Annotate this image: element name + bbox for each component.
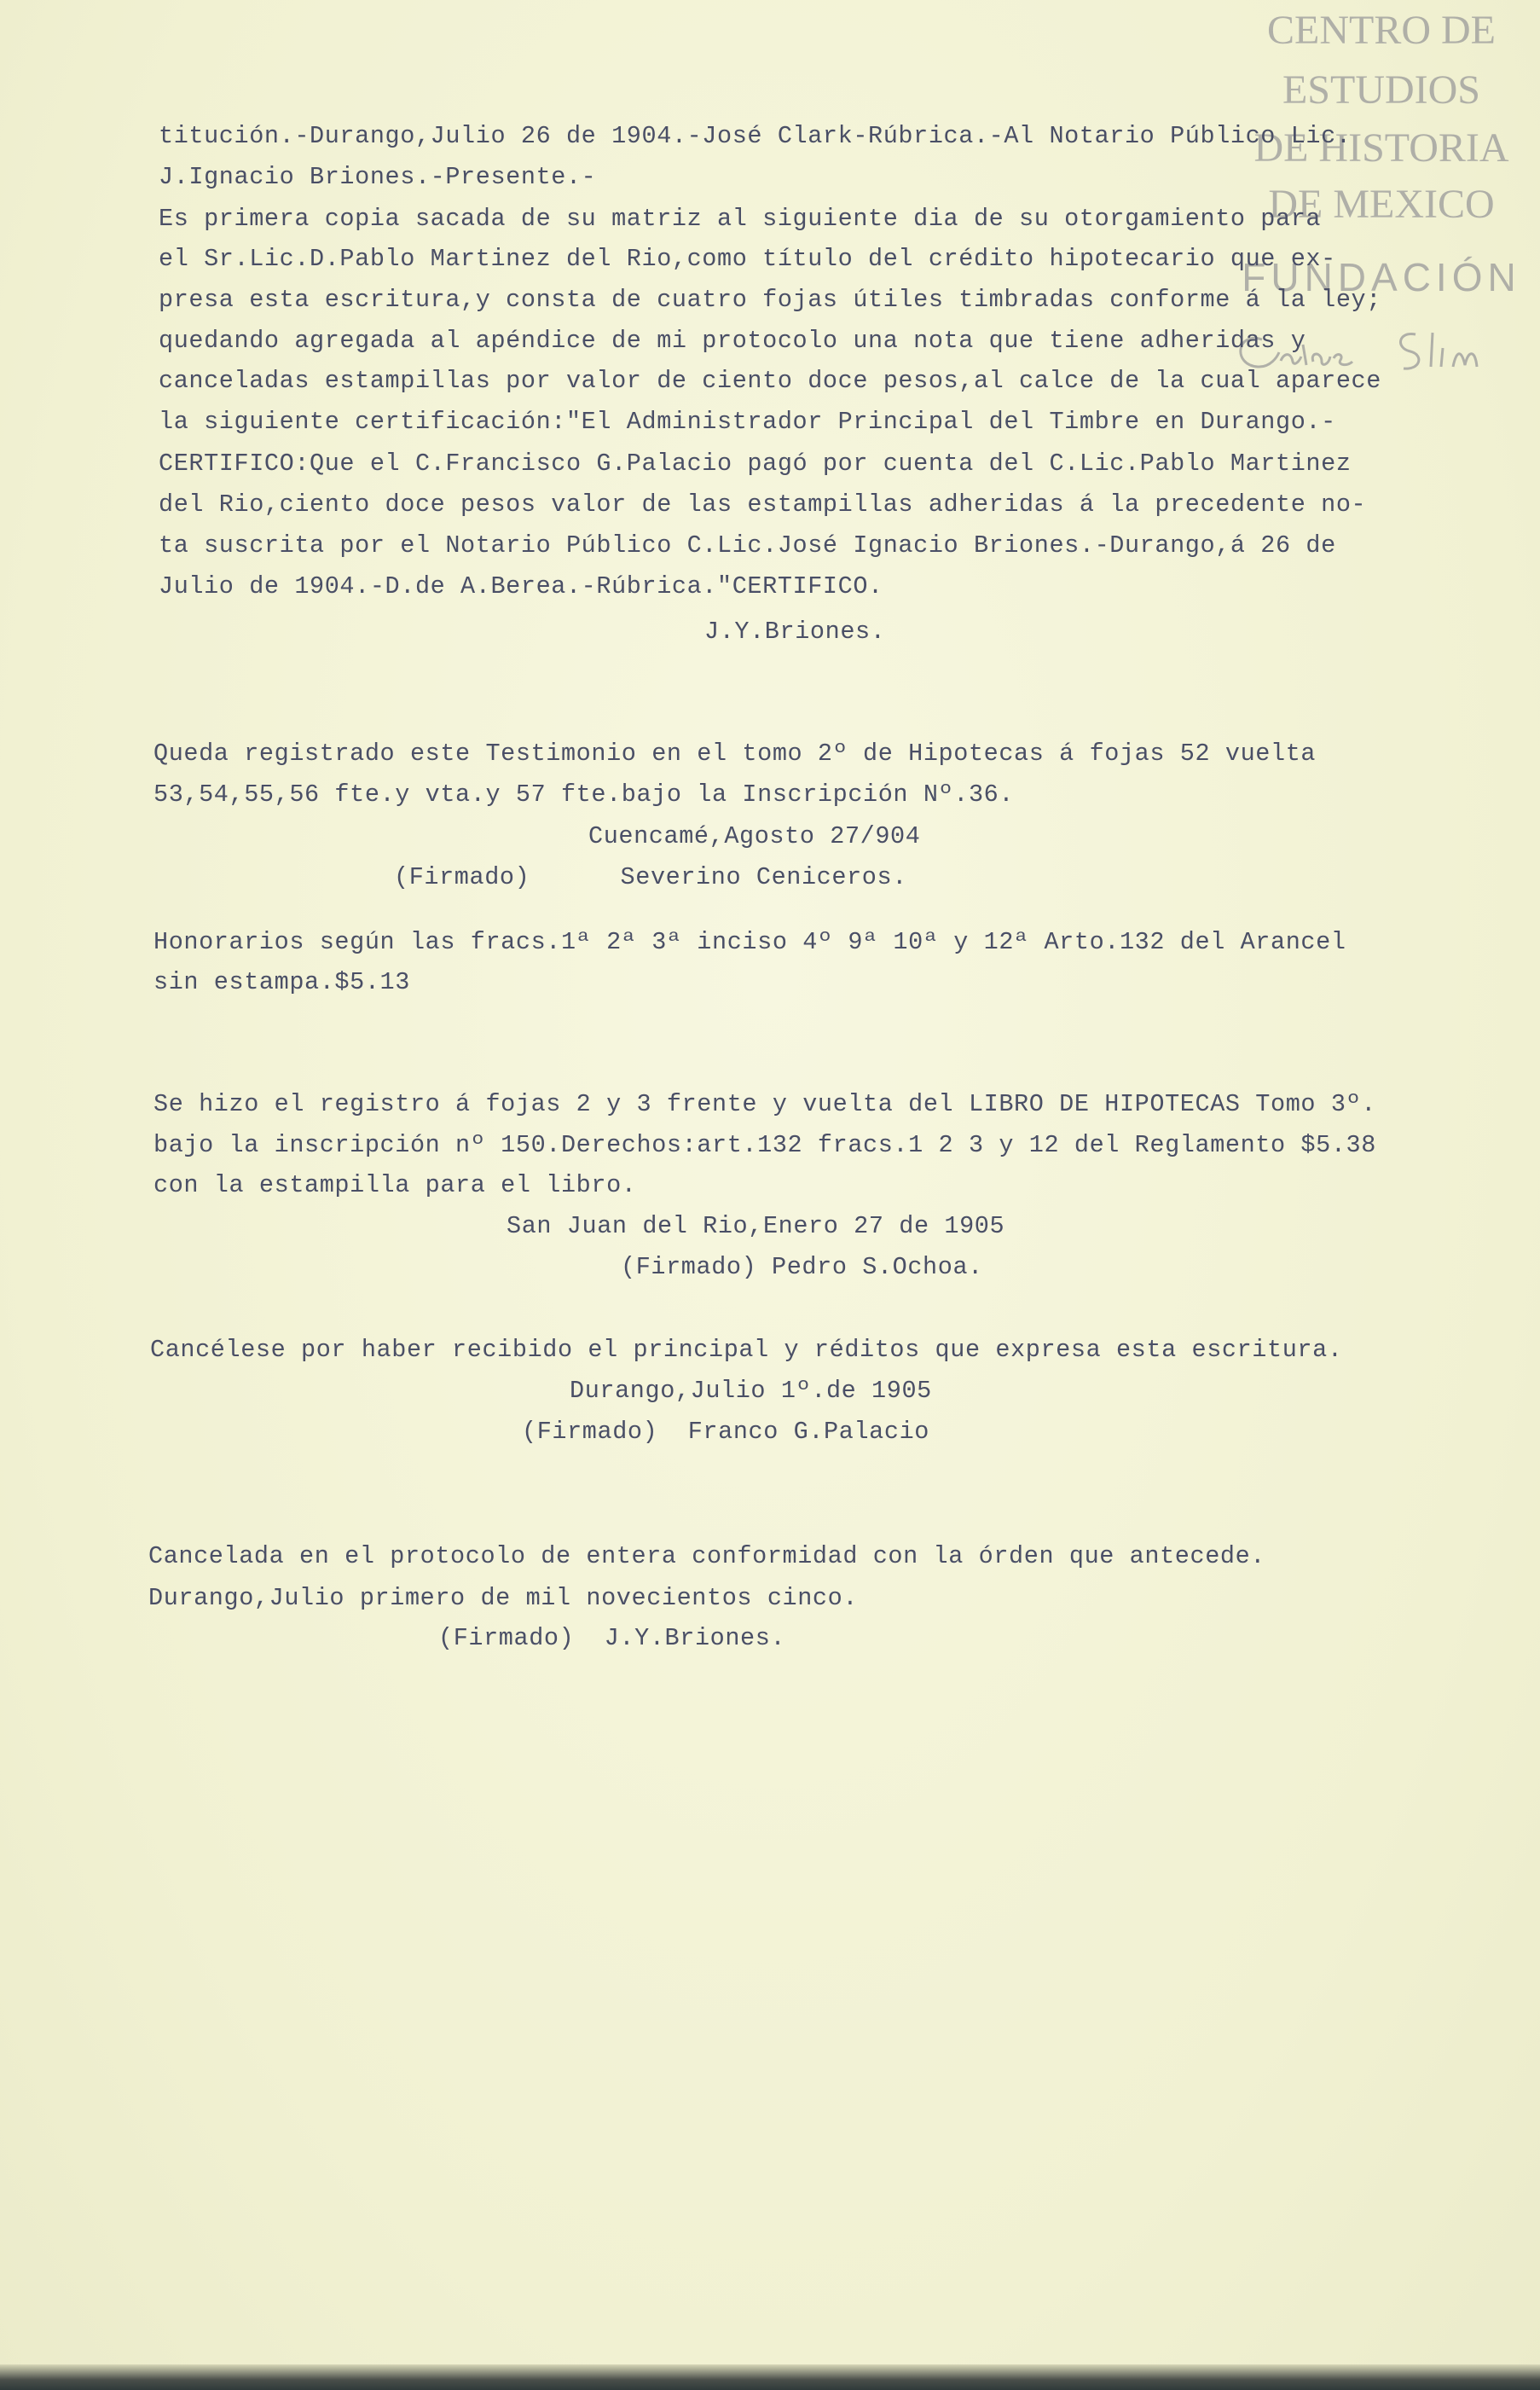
signature-line: (Firmado) Franco G.Palacio xyxy=(522,1418,929,1446)
text-line: Julio de 1904.-D.de A.Berea.-Rúbrica."CERTIFICO. xyxy=(159,572,883,600)
signature-line: (Firmado) Pedro S.Ochoa. xyxy=(621,1253,983,1281)
text-line: Se hizo el registro á fojas 2 y 3 frente y vuelta del LIBRO DE HIPOTECAS Tomo 3º. xyxy=(153,1090,1376,1118)
text-line: J.Ignacio Briones.-Presente.- xyxy=(159,163,597,191)
watermark-line-1: CENTRO DE xyxy=(1267,8,1496,53)
text-line: del Rio,ciento doce pesos valor de las estampillas adheridas á la precedente no- xyxy=(159,490,1367,519)
text-line: Queda registrado este Testimonio en el tomo 2º de Hipotecas á fojas 52 vuelta xyxy=(153,740,1317,768)
watermark-line-3: DE HISTORIA xyxy=(1253,125,1509,171)
text-line: bajo la inscripción nº 150.Derechos:art.132 fracs.1 2 3 y 12 del Reglamento $5.38 xyxy=(153,1131,1376,1159)
signature-line: (Firmado) J.Y.Briones. xyxy=(438,1624,786,1652)
text-line: canceladas estampillas por valor de ciento doce pesos,al calce de la cual aparece xyxy=(159,367,1381,395)
watermark-line-4: DE MEXICO xyxy=(1268,182,1495,227)
place-date-line: Cuencamé,Agosto 27/904 xyxy=(588,822,921,850)
text-line: 53,54,55,56 fte.y vta.y 57 fte.bajo la Inscripción Nº.36. xyxy=(153,780,1015,809)
watermark-line-2: ESTUDIOS xyxy=(1282,67,1480,113)
signature-line: J.Y.Briones. xyxy=(704,618,886,646)
text-line: Cancelada en el protocolo de entera conformidad con la órden que antecede. xyxy=(148,1542,1266,1570)
watermark-fundacion: FUNDACIÓN xyxy=(1242,255,1521,299)
text-line: presa esta escritura,y consta de cuatro fojas útiles timbradas conforme á la ley; xyxy=(159,286,1381,314)
place-date-line: San Juan del Rio,Enero 27 de 1905 xyxy=(507,1212,1005,1240)
text-line: sin estampa.$5.13 xyxy=(153,968,410,996)
text-line: la siguiente certificación:"El Administrador Principal del Timbre en Durango.- xyxy=(159,408,1336,436)
archive-watermark xyxy=(1228,7,1535,382)
text-line: Honorarios según las fracs.1ª 2ª 3ª inciso 4º 9ª 10ª y 12ª Arto.132 del Arancel xyxy=(153,928,1346,956)
text-line: el Sr.Lic.D.Pablo Martinez del Rio,como título del crédito hipotecario que ex- xyxy=(159,245,1336,273)
signature-line: (Firmado) Severino Ceniceros. xyxy=(394,863,907,891)
text-line: titución.-Durango,Julio 26 de 1904.-José Clark-Rúbrica.-Al Notario Público Lic. xyxy=(159,122,1352,150)
text-line: CERTIFICO:Que el C.Francisco G.Palacio pagó por cuenta del C.Lic.Pablo Martinez xyxy=(159,450,1352,478)
scan-edge xyxy=(0,2364,1540,2390)
text-line: Cancélese por haber recibido el principal y réditos que expresa esta escritura. xyxy=(150,1336,1343,1364)
text-line: ta suscrita por el Notario Público C.Lic.José Ignacio Briones.-Durango,á 26 de xyxy=(159,531,1336,560)
text-line: quedando agregada al apéndice de mi protocolo una nota que tiene adheridas y xyxy=(159,327,1306,355)
text-line: Es primera copia sacada de su matriz al siguiente dia de su otorgamiento para xyxy=(159,205,1322,233)
text-line: Durango,Julio primero de mil novecientos cinco. xyxy=(148,1584,859,1612)
text-line: con la estampilla para el libro. xyxy=(153,1171,637,1199)
place-date-line: Durango,Julio 1º.de 1905 xyxy=(570,1377,932,1405)
